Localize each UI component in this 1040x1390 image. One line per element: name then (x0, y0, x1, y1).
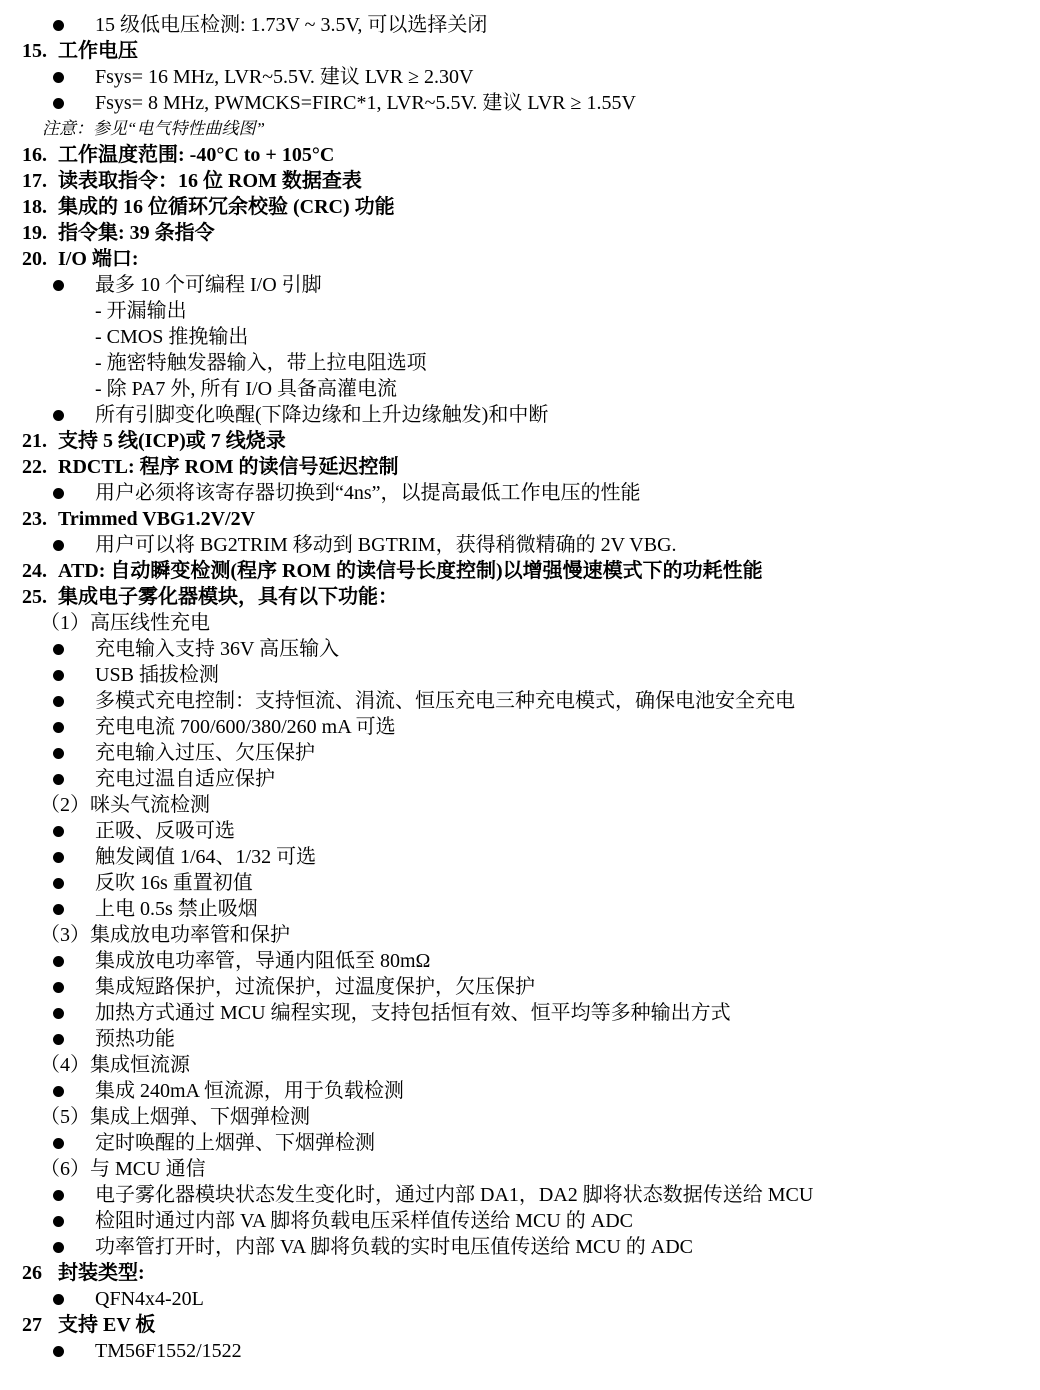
bullet-item (0, 818, 1040, 844)
bullet-item-text: 正吸、反吸可选 (95, 820, 235, 842)
note-text (0, 116, 1040, 142)
group-heading (0, 1104, 1040, 1130)
sub-item (0, 350, 1040, 376)
section-title: Trimmed VBG1.2V/2V (58, 508, 256, 530)
bullet-item-text: QFN4x4-20L (95, 1288, 204, 1310)
sub-item-text: - 除 PA7 外, 所有 I/O 具备高灌电流 (95, 378, 398, 400)
group-heading (0, 922, 1040, 948)
bullet-item-text: 加热方式通过 MCU 编程实现，支持包括恒有效、恒平均等多种输出方式 (95, 1002, 731, 1024)
sub-item (0, 298, 1040, 324)
group-heading-text: （6）与 MCU 通信 (40, 1158, 206, 1180)
bullet-item (0, 1208, 1040, 1234)
sub-item-text: - 施密特触发器输入，带上拉电阻选项 (95, 352, 427, 374)
group-heading-text: （1）高压线性充电 (40, 612, 210, 634)
bullet-item (0, 1182, 1040, 1208)
bullet-item (0, 870, 1040, 896)
section-number: 17. (22, 170, 47, 192)
bullet-item-text: 充电过温自适应保护 (95, 768, 275, 790)
bullet-item-text: 电子雾化器模块状态发生变化时，通过内部 DA1，DA2 脚将状态数据传送给 MCU (95, 1184, 814, 1206)
bullet-item (0, 402, 1040, 428)
bullet-item (0, 714, 1040, 740)
bullet-item (0, 844, 1040, 870)
sub-item (0, 376, 1040, 402)
section-number: 16. (22, 144, 47, 166)
section-title: 工作电压 (58, 40, 138, 62)
group-heading (0, 792, 1040, 818)
bullet-item-text: Fsys= 16 MHz, LVR~5.5V. 建议 LVR ≥ 2.30V (95, 66, 474, 88)
section-title: 读表取指令：16 位 ROM 数据查表 (58, 170, 362, 192)
section-title: 集成的 16 位循环冗余校验 (CRC) 功能 (58, 196, 395, 218)
group-heading-text: （2）咪头气流检测 (40, 794, 210, 816)
bullet-item-text: 上电 0.5s 禁止吸烟 (95, 898, 258, 920)
sub-item-text: - 开漏输出 (95, 300, 187, 322)
bullet-item (0, 1286, 1040, 1312)
section-title: I/O 端口: (58, 248, 139, 270)
bullet-item-text: 最多 10 个可编程 I/O 引脚 (95, 274, 322, 296)
bullet-item-text: 充电输入过压、欠压保护 (95, 742, 315, 764)
bullet-item (0, 272, 1040, 298)
section-number: 27 (22, 1314, 42, 1336)
section-title: 封装类型: (58, 1262, 145, 1284)
section-heading (0, 558, 1040, 584)
sub-item (0, 324, 1040, 350)
bullet-item-text: 检阻时通过内部 VA 脚将负载电压采样值传送给 MCU 的 ADC (95, 1210, 633, 1232)
bullet-item-text: 充电电流 700/600/380/260 mA 可选 (95, 716, 396, 738)
group-heading (0, 1156, 1040, 1182)
section-heading (0, 38, 1040, 64)
section-heading (0, 428, 1040, 454)
section-title: 集成电子雾化器模块，具有以下功能： (58, 586, 398, 608)
bullet-item-text: TM56F1552/1522 (95, 1340, 242, 1362)
bullet-item-text: 集成短路保护，过流保护，过温度保护，欠压保护 (95, 976, 535, 998)
bullet-item (0, 12, 1040, 38)
section-title: 支持 EV 板 (58, 1314, 156, 1336)
group-heading-text: （4）集成恒流源 (40, 1054, 190, 1076)
group-heading-text: （5）集成上烟弹、下烟弹检测 (40, 1106, 310, 1128)
bullet-item-text: 预热功能 (95, 1028, 175, 1050)
bullet-item-text: 15 级低电压检测: 1.73V ~ 3.5V, 可以选择关闭 (95, 14, 488, 36)
section-number: 20. (22, 248, 47, 270)
bullet-item (0, 480, 1040, 506)
bullet-item-text: USB 插拔检测 (95, 664, 219, 686)
section-number: 24. (22, 560, 47, 582)
bullet-item-text: Fsys= 8 MHz, PWMCKS=FIRC*1, LVR~5.5V. 建议 LVR ≥ 1.55V (95, 92, 636, 114)
bullet-item (0, 1130, 1040, 1156)
bullet-item (0, 64, 1040, 90)
bullet-item (0, 974, 1040, 1000)
bullet-item (0, 896, 1040, 922)
section-heading (0, 454, 1040, 480)
document-body (0, 12, 1040, 1364)
section-heading (0, 168, 1040, 194)
group-heading-text: （3）集成放电功率管和保护 (40, 924, 290, 946)
bullet-item (0, 766, 1040, 792)
bullet-item (0, 1000, 1040, 1026)
bullet-item (0, 1026, 1040, 1052)
bullet-item-text: 反吹 16s 重置初值 (95, 872, 253, 894)
section-number: 18. (22, 196, 47, 218)
section-number: 26 (22, 1262, 42, 1284)
section-heading (0, 194, 1040, 220)
section-heading (0, 142, 1040, 168)
section-heading (0, 1312, 1040, 1338)
group-heading (0, 1052, 1040, 1078)
bullet-item (0, 636, 1040, 662)
section-heading (0, 246, 1040, 272)
bullet-item-text: 充电输入支持 36V 高压输入 (95, 638, 340, 660)
section-title: 指令集: 39 条指令 (58, 222, 215, 244)
section-title: 工作温度范围: -40°C to + 105°C (58, 144, 335, 166)
bullet-item (0, 1234, 1040, 1260)
bullet-item-text: 集成放电功率管，导通内阻低至 80mΩ (95, 950, 431, 972)
bullet-item (0, 1338, 1040, 1364)
bullet-item (0, 662, 1040, 688)
section-heading (0, 220, 1040, 246)
note-text-text: 注意：参见“电气特性曲线图” (42, 119, 265, 138)
section-number: 25. (22, 586, 47, 608)
section-title: ATD: 自动瞬变检测(程序 ROM 的读信号长度控制)以增强慢速模式下的功耗性能 (58, 560, 763, 582)
section-heading (0, 1260, 1040, 1286)
bullet-item-text: 集成 240mA 恒流源，用于负载检测 (95, 1080, 404, 1102)
section-heading (0, 584, 1040, 610)
bullet-item (0, 1078, 1040, 1104)
bullet-item (0, 740, 1040, 766)
section-title: 支持 5 线(ICP)或 7 线烧录 (58, 430, 286, 452)
bullet-item (0, 532, 1040, 558)
bullet-item-text: 多模式充电控制：支持恒流、涓流、恒压充电三种充电模式，确保电池安全充电 (95, 690, 795, 712)
bullet-item-text: 所有引脚变化唤醒(下降边缘和上升边缘触发)和中断 (95, 404, 549, 426)
bullet-item (0, 688, 1040, 714)
bullet-item-text: 用户可以将 BG2TRIM 移动到 BGTRIM，获得稍微精确的 2V VBG. (95, 534, 677, 556)
sub-item-text: - CMOS 推挽输出 (95, 326, 249, 348)
bullet-item (0, 948, 1040, 974)
section-title: RDCTL: 程序 ROM 的读信号延迟控制 (58, 456, 399, 478)
section-heading (0, 506, 1040, 532)
section-number: 22. (22, 456, 47, 478)
bullet-item-text: 功率管打开时，内部 VA 脚将负载的实时电压值传送给 MCU 的 ADC (95, 1236, 693, 1258)
section-number: 21. (22, 430, 47, 452)
bullet-item-text: 用户必须将该寄存器切换到“4ns”，以提高最低工作电压的性能 (95, 482, 641, 504)
section-number: 15. (22, 40, 47, 62)
bullet-item (0, 90, 1040, 116)
section-number: 23. (22, 508, 47, 530)
bullet-item-text: 定时唤醒的上烟弹、下烟弹检测 (95, 1132, 375, 1154)
group-heading (0, 610, 1040, 636)
section-number: 19. (22, 222, 47, 244)
bullet-item-text: 触发阈值 1/64、1/32 可选 (95, 846, 317, 868)
